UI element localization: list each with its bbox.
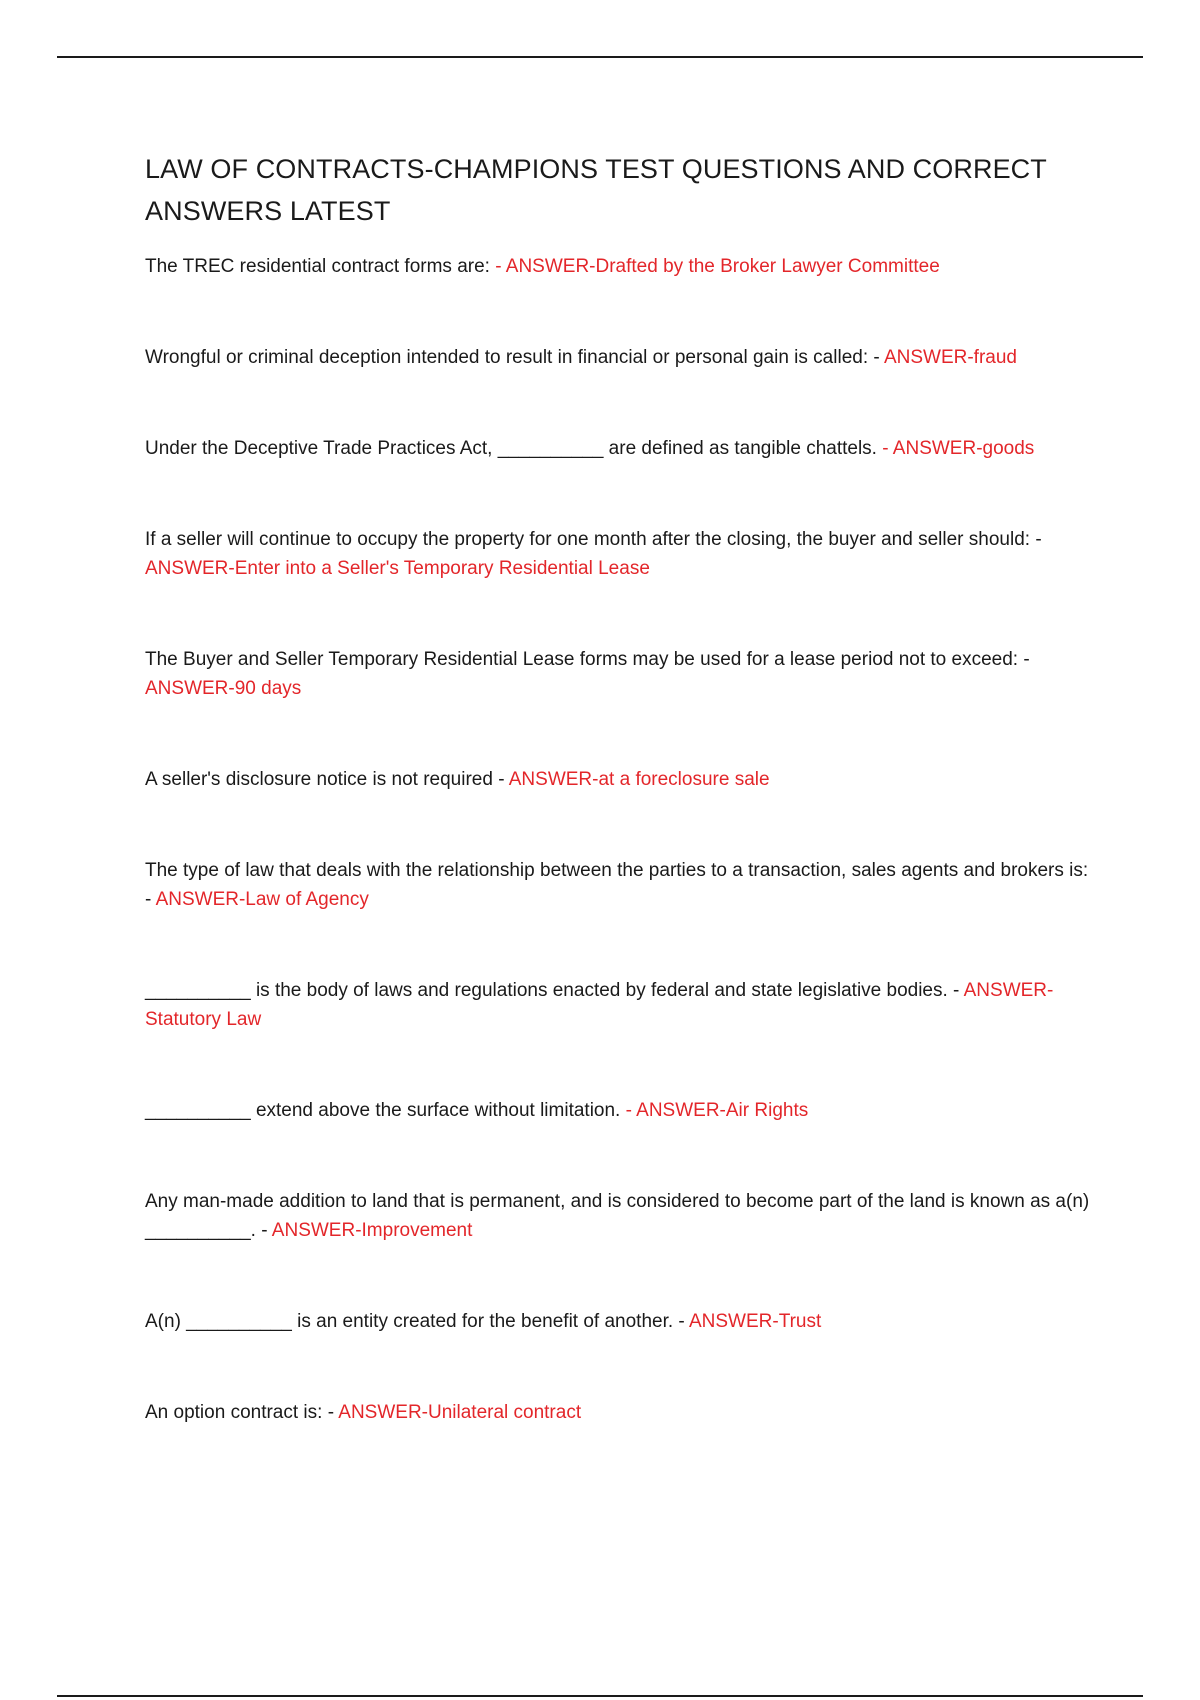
qa-item: [145, 856, 1090, 914]
header-rule: [57, 56, 1143, 58]
question-text: An option contract is: -: [145, 1402, 339, 1423]
answer-text: - ANSWER-Drafted by the Broker Lawyer Committee: [495, 256, 940, 277]
answer-text: - ANSWER-goods: [882, 438, 1035, 459]
document-title: LAW OF CONTRACTS-CHAMPIONS TEST QUESTIONS AND CORRECT ANSWERS LATEST: [145, 154, 1047, 226]
question-text: Under the Deceptive Trade Practices Act, __________ are defined as tangible chattels.: [145, 438, 883, 459]
footer-rule: [57, 1695, 1143, 1697]
answer-text: ANSWER-Trust: [688, 1311, 822, 1332]
qa-item: [145, 765, 1090, 794]
document-body: [145, 148, 1090, 1427]
answer-text: - ANSWER-Air Rights: [625, 1100, 809, 1121]
qa-item: [145, 252, 1090, 281]
question-text: Any man-made addition to land that is permanent, and is considered to become part of the land is known as a(n) __________. -: [145, 1191, 1090, 1241]
answer-text: ANSWER-Improvement: [271, 1220, 473, 1241]
answer-text: ANSWER-fraud: [883, 347, 1017, 368]
qa-item: [145, 1398, 1090, 1427]
qa-item: [145, 1187, 1090, 1245]
answer-text: ANSWER-at a foreclosure sale: [508, 769, 770, 790]
answer-text: ANSWER-Statutory Law: [145, 980, 1054, 1030]
question-text: A(n) __________ is an entity created for the benefit of another. -: [145, 1311, 689, 1332]
question-text: The type of law that deals with the relationship between the parties to a transaction, sales agents and brokers is: -: [145, 860, 1089, 910]
qa-item: [145, 434, 1090, 463]
answer-text: ANSWER-Unilateral contract: [338, 1402, 582, 1423]
answer-text: ANSWER-Enter into a Seller's Temporary Residential Lease: [145, 558, 650, 579]
qa-item: [145, 525, 1090, 583]
answer-text: ANSWER-90 days: [145, 678, 302, 699]
question-text: If a seller will continue to occupy the property for one month after the closing, the buyer and seller should: -: [145, 529, 1042, 550]
qa-item: [145, 1096, 1090, 1125]
answer-text: ANSWER-Law of Agency: [155, 889, 369, 910]
qa-item: [145, 1307, 1090, 1336]
question-text: Wrongful or criminal deception intended to result in financial or personal gain is called: -: [145, 347, 884, 368]
qa-item: [145, 645, 1090, 703]
question-text: __________ extend above the surface without limitation.: [145, 1100, 626, 1121]
qa-item: [145, 976, 1090, 1034]
qa-item: [145, 343, 1090, 372]
question-text: The Buyer and Seller Temporary Residential Lease forms may be used for a lease period not to exceed: -: [145, 649, 1030, 670]
question-text: A seller's disclosure notice is not required -: [145, 769, 509, 790]
question-text: __________ is the body of laws and regulations enacted by federal and state legislative bodies. -: [145, 980, 964, 1001]
question-text: The TREC residential contract forms are:: [145, 256, 496, 277]
